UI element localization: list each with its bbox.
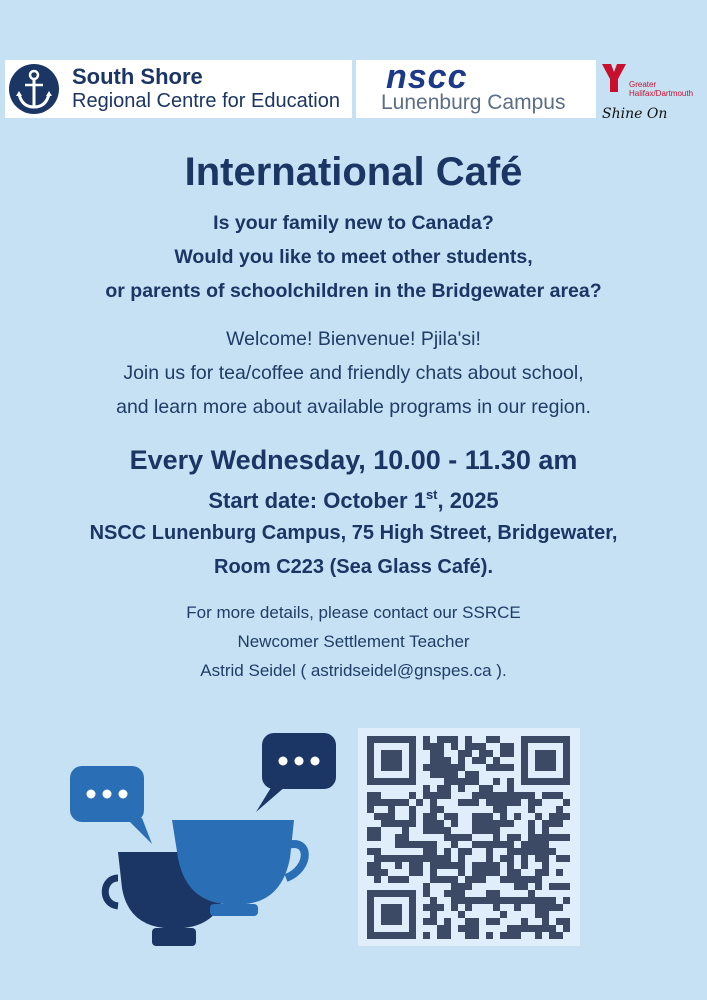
start-date-year: , 2025 [437,488,499,513]
location-line: Room C223 (Sea Glass Café). [214,556,493,578]
question-line: Is your family new to Canada? [213,212,494,234]
coffee-cups-illustration [60,728,350,958]
ymca-region-line1: Greater [629,80,657,89]
question-line: Would you like to meet other students, [174,246,533,268]
ssrce-subtitle: Regional Centre for Education [72,90,340,112]
contact-line: Newcomer Settlement Teacher [237,632,470,651]
welcome-line: Join us for tea/coffee and friendly chats about school, [123,362,584,384]
ymca-region-line2: Halifax/Dartmouth [629,89,694,98]
anchor-icon [9,64,59,114]
page-title: International Café [184,150,523,194]
ymca-logo [600,62,704,132]
qr-code-icon [367,736,571,940]
ymca-y-icon [600,62,628,94]
welcome-line: Welcome! Bienvenue! Pjila'si! [226,328,481,350]
chat-bubble-icon [256,733,336,812]
start-date [0,487,707,514]
nscc-logo [356,60,596,118]
qr-code[interactable] [358,728,580,946]
contact-email-line: Astrid Seidel ( astridseidel@gnspes.ca ). [200,661,507,680]
ssrce-name: South Shore [72,64,203,89]
nscc-campus-name: Lunenburg Campus [381,91,566,114]
question-line: or parents of schoolchildren in the Bridgewater area? [105,280,602,302]
location-line: NSCC Lunenburg Campus, 75 High Street, Bridgewater, [89,522,618,544]
welcome-line: and learn more about available programs in our region. [116,396,591,418]
contact-line: For more details, please contact our SSRCE [186,603,521,622]
start-date-prefix: Start date: October 1 [208,488,426,513]
schedule: Every Wednesday, 10.00 - 11.30 am [129,445,578,475]
start-date-ordinal: st [425,487,438,502]
chat-bubble-icon [70,766,152,844]
ssrce-logo [5,60,352,118]
ymca-tagline: Shine On [602,106,668,122]
nscc-wordmark: nscc [386,58,468,96]
